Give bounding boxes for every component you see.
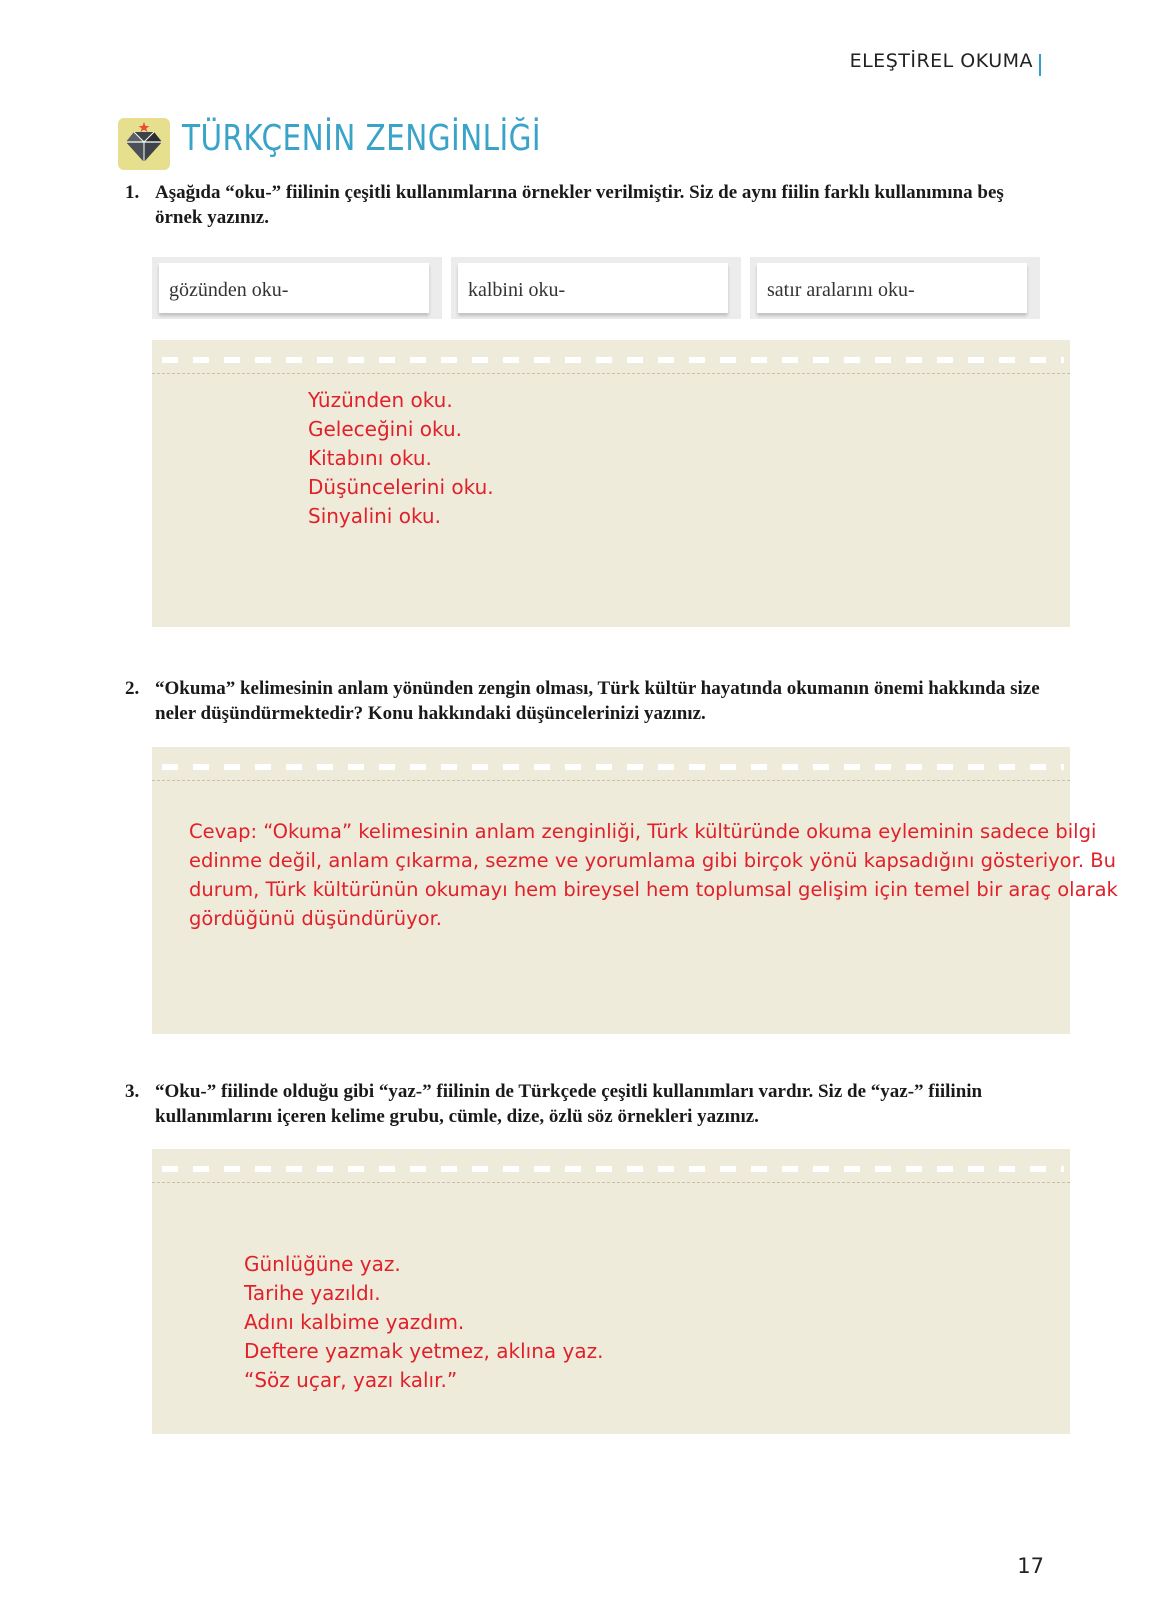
answer-line: gördüğünü düşündürüyor.	[189, 907, 442, 930]
box-dotted-line	[152, 1182, 1070, 1183]
box-dotted-line	[152, 780, 1070, 781]
answer-box-1[interactable]	[152, 340, 1070, 627]
example-card	[750, 257, 1040, 319]
answer-line: “Söz uçar, yazı kalır.”	[244, 1368, 458, 1392]
page-number: 17	[1017, 1554, 1044, 1578]
answer-line: Deftere yazmak yetmez, aklına yaz.	[244, 1339, 604, 1363]
question-text: Aşağıda “oku-” fiilinin çeşitli kullanımlarına örnekler verilmiştir. Siz de aynı fiilin farklı kullanımına beş örnek yazınız.	[155, 182, 1004, 228]
answer-line: Sinyalini oku.	[308, 504, 441, 528]
header-divider	[1039, 54, 1041, 76]
answer-line: Düşüncelerini oku.	[308, 475, 494, 499]
example-text: kalbini oku-	[458, 263, 728, 313]
answer-line: Geleceğini oku.	[308, 417, 463, 441]
answer-line: Cevap: “Okuma” kelimesinin anlam zenginliği, Türk kültüründe okuma eyleminin sadece bilgi	[189, 820, 1097, 843]
question-number: 2.	[125, 678, 140, 699]
question-2	[125, 676, 1055, 726]
section-name: ELEŞTİREL OKUMA	[849, 50, 1033, 72]
example-text: satır aralarını oku-	[757, 263, 1027, 313]
diamond-icon	[118, 118, 170, 170]
example-card	[152, 257, 442, 319]
answer-line: edinme değil, anlam çıkarma, sezme ve yorumlama gibi birçok yönü kapsadığını gösteriyor. Bu	[189, 849, 1116, 872]
answer-line: Yüzünden oku.	[308, 388, 453, 412]
box-dotted-line	[152, 373, 1070, 374]
question-text: “Oku-” fiilinde olduğu gibi “yaz-” fiilinin de Türkçede çeşitli kullanımları vardır. Siz de “yaz-” fiilinin kullanımlarını içeren kelime grubu, cümle, dize, özlü söz örnekleri yazınız.	[155, 1081, 983, 1127]
question-text: “Okuma” kelimesinin anlam yönünden zengin olması, Türk kültür hayatında okumanın önemi hakkında size neler düşündürmektedir? Konu hakkındaki düşüncelerinizi yazınız.	[155, 678, 1040, 724]
answer-line: Tarihe yazıldı.	[244, 1281, 381, 1305]
example-text: gözünden oku-	[159, 263, 429, 313]
question-number: 1.	[125, 182, 140, 203]
page-title: TÜRKÇENİN ZENGİNLİĞİ	[182, 118, 541, 159]
answer-text-1	[308, 386, 494, 531]
answer-line: Günlüğüne yaz.	[244, 1252, 401, 1276]
answer-line: Adını kalbime yazdım.	[244, 1310, 465, 1334]
answer-line: Kitabını oku.	[308, 446, 432, 470]
box-dash-line	[162, 1166, 1064, 1172]
box-dash-line	[162, 764, 1064, 770]
question-3	[125, 1079, 1055, 1129]
example-list	[152, 257, 1070, 319]
question-number: 3.	[125, 1081, 140, 1102]
answer-text-2	[189, 817, 1118, 933]
box-dash-line	[162, 357, 1064, 363]
answer-line: durum, Türk kültürünün okumayı hem bireysel hem toplumsal gelişim için temel bir araç olarak	[189, 878, 1118, 901]
question-1	[125, 180, 1055, 230]
example-card	[451, 257, 741, 319]
answer-text-3	[244, 1250, 603, 1395]
